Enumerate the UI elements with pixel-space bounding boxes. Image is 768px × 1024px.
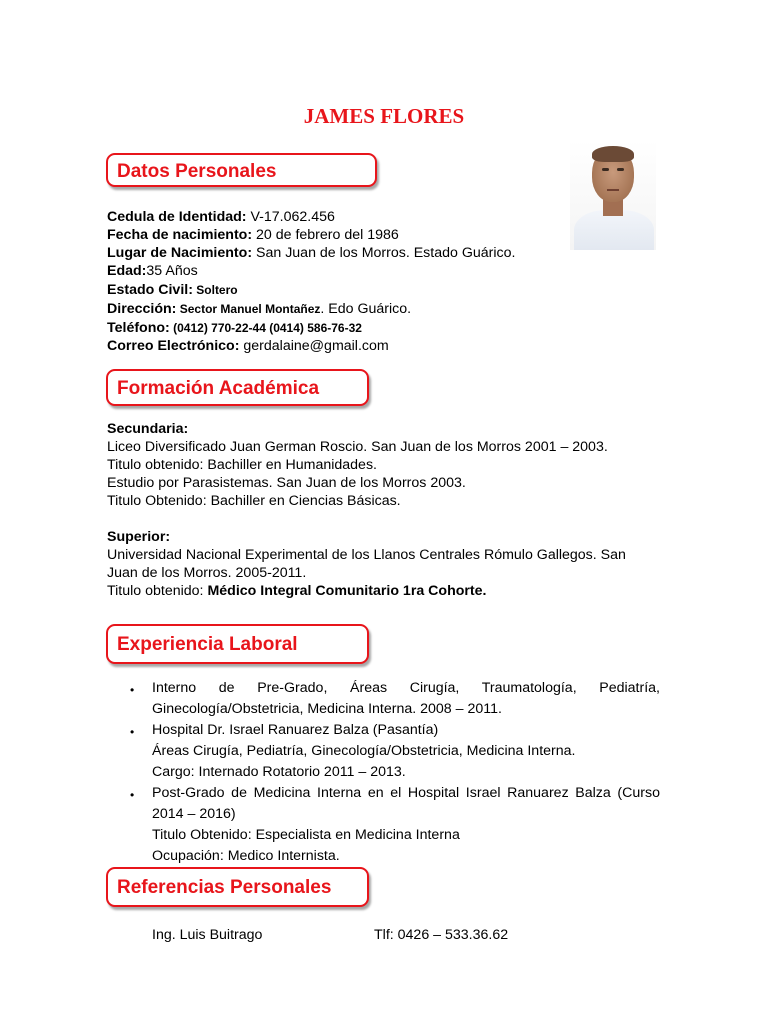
personal-birthplace: Lugar de Nacimiento: San Juan de los Morros. Estado Guárico. [107, 245, 516, 261]
section-header-referencias-personales: Referencias Personales [106, 867, 369, 907]
experience-item-2-line: Áreas Cirugía, Pediatría, Ginecología/Obstetricia, Medicina Interna. [152, 743, 576, 759]
personal-email: Correo Electrónico: gerdalaine@gmail.com [107, 338, 389, 354]
section-header-datos-personales: Datos Personales [106, 153, 377, 187]
experience-item-3: Post-Grado de Medicina Interna en el Hospital Israel Ranuarez Balza (Curso 2014 – 2016) [152, 785, 660, 822]
section-header-formacion-academica: Formación Académica [106, 369, 369, 406]
education-superior-label: Superior: [107, 529, 171, 545]
experience-bullet: • [130, 725, 135, 739]
education-secondary-label: Secundaria: [107, 421, 189, 437]
experience-bullet: • [130, 683, 135, 697]
section-header-experiencia-laboral: Experiencia Laboral [106, 624, 369, 664]
profile-photo [570, 140, 656, 250]
education-superior-line: Universidad Nacional Experimental de los Llanos Centrales Rómulo Gallegos. San [107, 547, 626, 563]
experience-item-3-line: Ocupación: Medico Internista. [152, 848, 340, 864]
personal-civil-status: Estado Civil: Soltero [107, 282, 238, 298]
education-secondary-line: Liceo Diversificado Juan German Roscio. San Juan de los Morros 2001 – 2003. [107, 439, 608, 455]
resume-name: JAMES FLORES [303, 104, 465, 128]
education-secondary-line: Titulo obtenido: Bachiller en Humanidades. [107, 457, 377, 473]
personal-age: Edad:35 Años [107, 263, 198, 279]
personal-address: Dirección: Sector Manuel Montañez. Edo Guárico. [107, 301, 412, 317]
experience-item-2-line: Cargo: Internado Rotatorio 2011 – 2013. [152, 764, 406, 780]
reference-name: Ing. Luis Buitrago [152, 927, 263, 943]
experience-bullet: • [130, 788, 135, 802]
experience-item-3-line: Titulo Obtenido: Especialista en Medicina Interna [152, 827, 460, 843]
experience-item-1: Interno de Pre-Grado, Áreas Cirugía, Traumatología, Pediatría, Ginecología/Obstetricia, Medicina Interna. 2008 – 2011. [152, 680, 660, 717]
personal-id: Cedula de Identidad: V-17.062.456 [107, 209, 335, 225]
education-superior-title: Titulo obtenido: Médico Integral Comunitario 1ra Cohorte. [107, 583, 487, 599]
personal-birthdate: Fecha de nacimiento: 20 de febrero del 1986 [107, 227, 399, 243]
education-secondary-line: Estudio por Parasistemas. San Juan de los Morros 2003. [107, 475, 466, 491]
experience-item-2-line: Hospital Dr. Israel Ranuarez Balza (Pasantía) [152, 722, 439, 738]
reference-phone: Tlf: 0426 – 533.36.62 [374, 927, 509, 943]
education-secondary-line: Titulo Obtenido: Bachiller en Ciencias Básicas. [107, 493, 401, 509]
personal-phone: Teléfono: (0412) 770-22-44 (0414) 586-76-32 [107, 320, 362, 336]
education-superior-line: Juan de los Morros. 2005-2011. [107, 565, 307, 581]
